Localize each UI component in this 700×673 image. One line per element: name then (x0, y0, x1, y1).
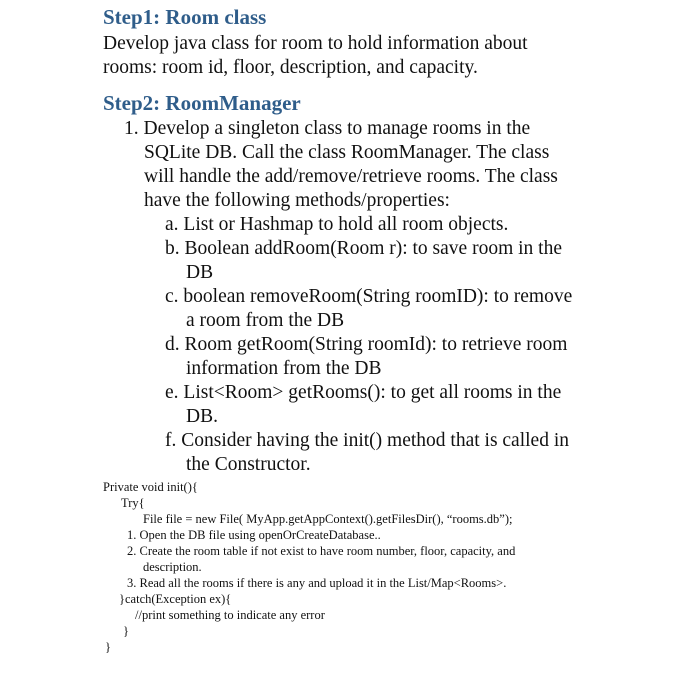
sub-item-e: e. List<Room> getRooms(): to get all rooms in the (165, 382, 562, 403)
sub-item-b: b. Boolean addRoom(Room r): to save room in the (165, 238, 562, 259)
sub-item-a: a. List or Hashmap to hold all room objects. (165, 214, 509, 235)
sub-item-d-cont: information from the DB (186, 358, 382, 379)
sub-item-f-cont: the Constructor. (186, 454, 311, 475)
code-line: Private void init(){ (103, 480, 198, 494)
step1-text-line: rooms: room id, floor, description, and capacity. (103, 57, 478, 78)
sub-item-d: d. Room getRoom(String roomId): to retrieve room (165, 334, 568, 355)
step2-item-line: have the following methods/properties: (144, 190, 450, 211)
code-line: 3. Read all the rooms if there is any and upload it in the List/Map<Rooms>. (127, 576, 507, 590)
code-line: //print something to indicate any error (135, 608, 325, 622)
code-line: 1. Open the DB file using openOrCreateDatabase.. (127, 528, 381, 542)
sub-item-c-cont: a room from the DB (186, 310, 345, 331)
step1-text-line: Develop java class for room to hold information about (103, 33, 528, 54)
step2-item-line: SQLite DB. Call the class RoomManager. The class (144, 142, 550, 163)
sub-item-f: f. Consider having the init() method that is called in (165, 430, 569, 451)
code-line: 2. Create the room table if not exist to have room number, floor, capacity, and (127, 544, 516, 558)
step2-item-line: 1. Develop a singleton class to manage rooms in the (124, 118, 531, 139)
step2-heading: Step2: RoomManager (103, 91, 301, 115)
code-line: } (105, 640, 111, 654)
code-line: File file = new File( MyApp.getAppContext().getFilesDir(), “rooms.db”); (143, 512, 513, 526)
step2-item-line: will handle the add/remove/retrieve rooms. The class (144, 166, 558, 187)
code-line: }catch(Exception ex){ (119, 592, 232, 606)
code-line: description. (143, 560, 202, 574)
sub-item-e-cont: DB. (186, 406, 218, 427)
code-line: } (123, 624, 129, 638)
sub-item-b-cont: DB (186, 262, 214, 283)
code-line: Try{ (121, 496, 145, 510)
step1-heading: Step1: Room class (103, 5, 267, 29)
sub-item-c: c. boolean removeRoom(String roomID): to remove (165, 286, 573, 307)
